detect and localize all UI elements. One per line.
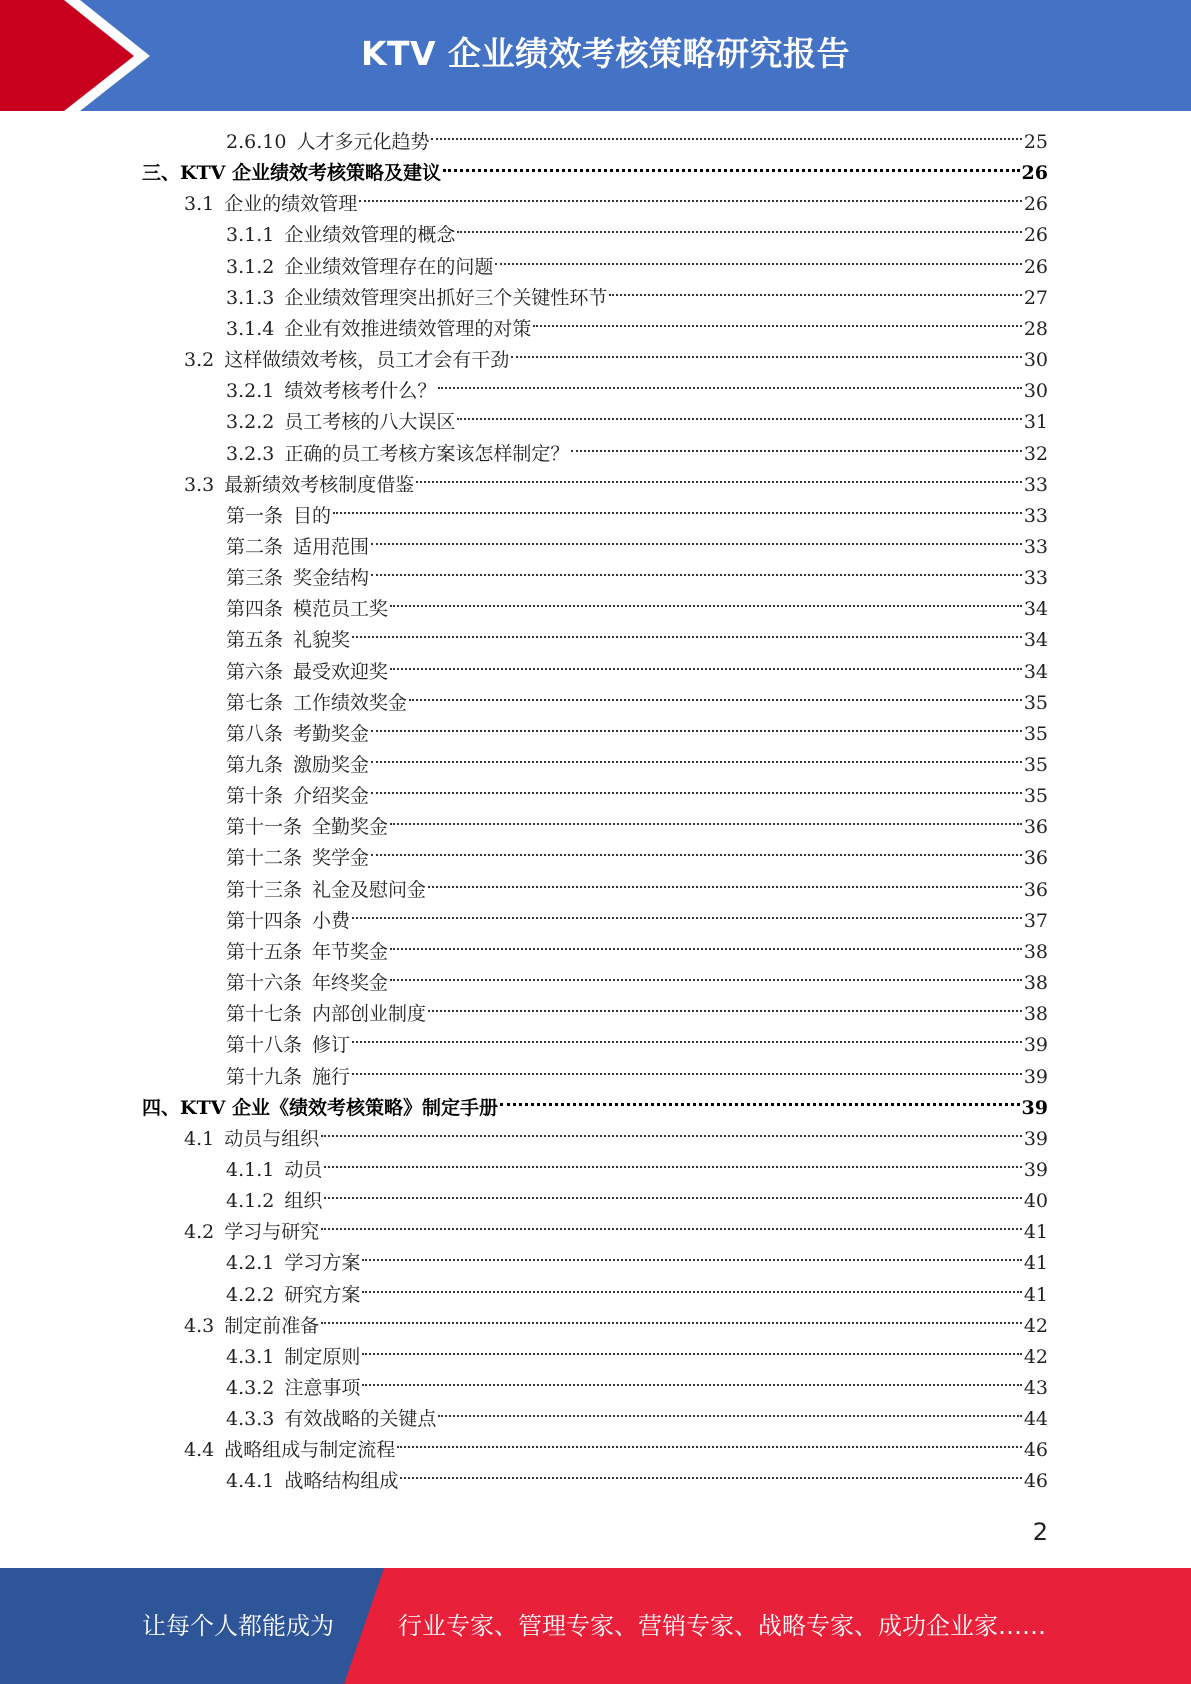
toc-entry-page: 33 <box>1023 473 1048 496</box>
toc-entry-number: 第十四条 <box>226 909 303 932</box>
toc-entry[interactable] <box>226 220 1048 251</box>
toc-entry-number: 4.2 <box>184 1221 215 1244</box>
toc-entry-number: 第八条 <box>226 722 284 745</box>
toc-dot-leader <box>495 262 1021 265</box>
toc-entry-number: 2.6.10 <box>226 131 287 153</box>
toc-dot-leader <box>533 324 1021 327</box>
toc-entry[interactable] <box>226 407 1048 438</box>
toc-entry-page: 25 <box>1023 131 1048 153</box>
toc-entry[interactable] <box>226 968 1048 999</box>
toc-entry[interactable] <box>226 937 1048 968</box>
toc-entry[interactable] <box>226 532 1048 563</box>
toc-entry-title: 最受欢迎奖 <box>293 660 389 683</box>
toc-entry-page: 46 <box>1023 1439 1048 1462</box>
toc-entry-title: 企业的绩效管理 <box>224 193 358 216</box>
toc-dot-leader <box>321 1134 1022 1137</box>
toc-entry-number: 第十五条 <box>226 940 303 963</box>
toc-entry-page: 46 <box>1023 1470 1048 1493</box>
toc-dot-leader <box>428 1009 1022 1012</box>
toc-entry[interactable] <box>226 127 1048 158</box>
toc-entry-page: 38 <box>1023 1003 1048 1026</box>
toc-dot-leader <box>571 449 1021 452</box>
toc-entry-page: 38 <box>1023 940 1048 963</box>
toc-entry-title: 有效战略的关键点 <box>284 1408 437 1431</box>
toc-entry-title: 企业绩效管理的概念 <box>284 224 456 247</box>
toc-entry-title: 正确的员工考核方案该怎样制定？ <box>284 442 570 465</box>
toc-dot-leader <box>390 667 1022 670</box>
document-title: KTV 企业绩效考核策略研究报告 <box>360 34 851 73</box>
toc-dot-leader <box>400 1476 1021 1479</box>
toc-entry[interactable] <box>226 1404 1048 1435</box>
toc-entry-page: 41 <box>1023 1221 1048 1244</box>
toc-dot-leader <box>390 822 1022 825</box>
toc-entry-number: 4.3.3 <box>226 1408 275 1431</box>
toc-dot-leader <box>428 885 1022 888</box>
toc-entry-page: 36 <box>1023 878 1048 901</box>
toc-entry-page: 34 <box>1023 629 1048 652</box>
toc-entry-title: 企业绩效管理存在的问题 <box>284 255 494 278</box>
toc-dot-leader <box>362 1383 1021 1386</box>
toc-entry-page: 42 <box>1023 1345 1048 1368</box>
toc-entry[interactable] <box>226 781 1048 812</box>
toc-entry-number: 第十二条 <box>226 847 303 870</box>
page-footer <box>0 1568 1191 1684</box>
toc-entry-page: 26 <box>1023 255 1048 278</box>
toc-entry-page: 41 <box>1023 1283 1048 1306</box>
toc-dot-leader <box>397 1445 1022 1448</box>
toc-entry-number: 4.1.1 <box>226 1158 275 1181</box>
toc-entry-page: 36 <box>1023 847 1048 870</box>
toc-entry-title: 内部创业制度 <box>312 1003 427 1026</box>
toc-entry-title: 这样做绩效考核，员工才会有干劲 <box>224 349 510 372</box>
toc-entry-title: 动员 <box>284 1158 323 1181</box>
toc-entry-page: 39 <box>1023 1065 1048 1088</box>
toc-entry[interactable] <box>226 1062 1048 1093</box>
page-header <box>0 0 1191 111</box>
toc-dot-leader <box>443 168 1020 172</box>
toc-entry-page: 33 <box>1023 504 1048 527</box>
toc-entry-number: 3.1 <box>184 193 215 216</box>
toc-entry-number: 3.1.3 <box>226 286 275 309</box>
toc-entry-title: 模范员工奖 <box>293 598 389 621</box>
toc-dot-leader <box>352 1072 1022 1075</box>
toc-entry-number: 3.2.3 <box>226 442 275 465</box>
toc-entry[interactable] <box>142 158 1048 189</box>
toc-entry-page: 36 <box>1023 816 1048 839</box>
toc-entry-page: 35 <box>1023 785 1048 808</box>
toc-entry[interactable] <box>226 252 1048 283</box>
toc-entry-title: 学习方案 <box>284 1252 361 1275</box>
toc-entry-title: 学习与研究 <box>224 1221 320 1244</box>
toc-entry-number: 第九条 <box>226 754 284 776</box>
toc-entry-title: 礼貌奖 <box>293 629 351 652</box>
toc-entry[interactable] <box>226 906 1048 937</box>
toc-entry-number: 3.2 <box>184 349 215 372</box>
toc-entry[interactable] <box>142 1093 1048 1124</box>
toc-entry-title: 考勤奖金 <box>293 722 370 745</box>
toc-entry-page: 43 <box>1023 1377 1048 1399</box>
page-number: 2 <box>1032 1518 1048 1546</box>
toc-dot-leader <box>457 417 1021 420</box>
toc-dot-leader <box>371 573 1022 576</box>
toc-entry-number: 第二条 <box>226 535 284 558</box>
toc-entry-page: 33 <box>1023 535 1048 558</box>
toc-entry[interactable] <box>184 189 1048 220</box>
toc-dot-leader <box>352 635 1022 638</box>
toc-entry-number: 第一条 <box>226 504 284 527</box>
toc-entry-number: 3.3 <box>184 473 215 496</box>
toc-entry-page: 26 <box>1023 224 1048 247</box>
toc-dot-leader <box>333 511 1022 514</box>
toc-entry-number: 第六条 <box>226 660 284 683</box>
toc-entry[interactable] <box>226 439 1048 470</box>
footer-slogan-right: 行业专家、管理专家、营销专家、战略专家、成功企业家…… <box>398 1612 1046 1640</box>
toc-entry-page: 40 <box>1023 1190 1048 1213</box>
toc-entry-page: 32 <box>1023 442 1048 465</box>
toc-dot-leader <box>371 729 1022 732</box>
toc-entry-page: 35 <box>1023 691 1048 714</box>
toc-dot-leader <box>416 480 1022 483</box>
toc-entry-title: 动员与组织 <box>224 1127 320 1150</box>
toc-entry[interactable] <box>226 594 1048 625</box>
toc-entry-title: KTV 企业绩效考核策略及建议 <box>180 162 442 185</box>
toc-entry[interactable] <box>184 1311 1048 1342</box>
toc-entry[interactable] <box>184 1217 1048 1248</box>
toc-entry-page: 39 <box>1023 1034 1048 1057</box>
toc-entry[interactable] <box>226 1248 1048 1279</box>
toc-entry-number: 4.2.2 <box>226 1283 275 1306</box>
toc-entry[interactable] <box>226 999 1048 1030</box>
toc-entry-page: 35 <box>1023 754 1048 776</box>
toc-entry-title: 目的 <box>293 504 332 527</box>
toc-entry-title: 企业绩效管理突出抓好三个关键性环节 <box>284 286 608 309</box>
toc-entry-page: 27 <box>1023 286 1048 309</box>
toc-dot-leader <box>352 1040 1022 1043</box>
toc-dot-leader <box>359 199 1022 202</box>
toc-entry-number: 第十六条 <box>226 972 303 995</box>
toc-entry-number: 4.2.1 <box>226 1252 275 1275</box>
toc-entry-title: 介绍奖金 <box>293 785 370 808</box>
toc-dot-leader <box>324 1196 1021 1199</box>
toc-entry-page: 28 <box>1023 317 1048 340</box>
toc-entry[interactable] <box>226 1155 1048 1186</box>
toc-entry-title: 礼金及慰问金 <box>312 878 427 901</box>
toc-entry-page: 38 <box>1023 972 1048 995</box>
toc-entry[interactable] <box>226 843 1048 874</box>
toc-dot-leader <box>511 355 1022 358</box>
toc-dot-leader <box>371 853 1022 856</box>
toc-entry-number: 3.1.4 <box>226 317 275 340</box>
toc-entry[interactable] <box>226 283 1048 314</box>
toc-dot-leader <box>371 791 1022 794</box>
toc-entry-title: 适用范围 <box>293 535 370 558</box>
toc-entry-page: 30 <box>1023 349 1048 372</box>
toc-dot-leader <box>324 1165 1021 1168</box>
toc-entry[interactable] <box>226 719 1048 750</box>
toc-entry-title: 战略组成与制定流程 <box>224 1439 396 1462</box>
toc-entry-number: 四、 <box>142 1096 181 1119</box>
toc-entry-title: 激励奖金 <box>293 754 370 776</box>
toc-entry-number: 第七条 <box>226 691 284 714</box>
toc-entry-title: 员工考核的八大误区 <box>284 411 456 434</box>
toc-entry-number: 第十三条 <box>226 878 303 901</box>
toc-entry-page: 44 <box>1023 1408 1048 1431</box>
toc-entry-number: 3.2.1 <box>226 380 275 403</box>
toc-entry-title: 奖金结构 <box>293 567 370 590</box>
toc-entry-title: 全勤奖金 <box>312 816 389 839</box>
toc-entry-page: 39 <box>1021 1096 1048 1119</box>
toc-entry-title: KTV 企业《绩效考核策略》制定手册 <box>180 1096 499 1119</box>
toc-entry[interactable] <box>226 1373 1048 1404</box>
toc-entry-number: 3.1.1 <box>226 224 275 247</box>
toc-entry-title: 修订 <box>312 1034 351 1057</box>
toc-dot-leader <box>321 1227 1022 1230</box>
toc-entry-page: 39 <box>1023 1127 1048 1150</box>
toc-entry-number: 4.4.1 <box>226 1470 275 1493</box>
toc-entry-title: 战略结构组成 <box>284 1470 399 1493</box>
toc-entry-number: 4.1.2 <box>226 1190 275 1213</box>
toc-entry-title: 最新绩效考核制度借鉴 <box>224 473 415 496</box>
toc-entry[interactable] <box>226 1030 1048 1061</box>
toc-entry-page: 34 <box>1023 660 1048 683</box>
toc-dot-leader <box>390 978 1022 981</box>
toc-entry-page: 30 <box>1023 380 1048 403</box>
toc-entry-number: 第五条 <box>226 629 284 652</box>
toc-entry-page: 26 <box>1023 193 1048 216</box>
toc-entry[interactable] <box>226 501 1048 532</box>
toc-entry-title: 制定前准备 <box>224 1314 320 1337</box>
toc-entry-page: 31 <box>1023 411 1048 434</box>
toc-entry-number: 4.3 <box>184 1314 215 1337</box>
toc-entry-number: 第十条 <box>226 785 284 808</box>
toc-entry-page: 33 <box>1023 567 1048 590</box>
toc-dot-leader <box>438 386 1021 389</box>
toc-entry-number: 第十七条 <box>226 1003 303 1026</box>
toc-entry-number: 4.3.1 <box>226 1345 275 1368</box>
toc-entry[interactable] <box>226 1186 1048 1217</box>
toc-entry-number: 第十九条 <box>226 1065 303 1088</box>
toc-entry-title: 工作绩效奖金 <box>293 691 408 714</box>
toc-entry-page: 34 <box>1023 598 1048 621</box>
toc-entry-title: 研究方案 <box>284 1283 361 1306</box>
toc-entry[interactable] <box>226 875 1048 906</box>
toc-dot-leader <box>371 760 1022 763</box>
toc-entry-title: 施行 <box>312 1065 351 1088</box>
toc-entry[interactable] <box>226 314 1048 345</box>
toc-dot-leader <box>390 604 1022 607</box>
toc-entry-number: 第十一条 <box>226 816 303 839</box>
toc-entry[interactable] <box>226 1342 1048 1373</box>
toc-entry-title: 制定原则 <box>284 1345 361 1368</box>
toc-entry-number: 3.1.2 <box>226 255 275 278</box>
toc-entry[interactable] <box>184 470 1048 501</box>
toc-entry-page: 41 <box>1023 1252 1048 1275</box>
toc-entry-title: 奖学金 <box>312 847 370 870</box>
toc-entry[interactable] <box>226 688 1048 719</box>
toc-entry-number: 4.4 <box>184 1439 215 1462</box>
toc-entry[interactable] <box>226 657 1048 688</box>
toc-entry-number: 4.3.2 <box>226 1377 275 1399</box>
toc-dot-leader <box>457 230 1021 233</box>
toc-entry-title: 绩效考核考什么？ <box>284 380 437 403</box>
toc-entry-number: 三、 <box>142 162 181 185</box>
footer-slogan-left: 让每个人都能成为 <box>142 1612 334 1640</box>
toc-dot-leader <box>371 542 1022 545</box>
toc-dot-leader <box>362 1290 1021 1293</box>
toc-entry-page: 26 <box>1021 162 1048 185</box>
toc-entry-number: 3.2.2 <box>226 411 275 434</box>
toc-dot-leader <box>431 137 1021 140</box>
toc-entry-title: 企业有效推进绩效管理的对策 <box>284 317 532 340</box>
toc-dot-leader <box>390 947 1022 950</box>
toc-entry-title: 注意事项 <box>284 1377 361 1399</box>
toc-dot-leader <box>362 1352 1021 1355</box>
toc-entry[interactable] <box>226 625 1048 656</box>
toc-entry[interactable] <box>226 1466 1048 1497</box>
toc-dot-leader <box>362 1258 1021 1261</box>
toc-entry-number: 4.1 <box>184 1127 215 1150</box>
toc-entry-page: 39 <box>1023 1158 1048 1181</box>
toc-entry-title: 人才多元化趋势 <box>296 131 430 153</box>
toc-entry-page: 35 <box>1023 722 1048 745</box>
toc-entry[interactable] <box>226 563 1048 594</box>
toc-entry-title: 小费 <box>312 909 351 932</box>
toc-entry-title: 年终奖金 <box>312 972 389 995</box>
toc-dot-leader <box>409 698 1022 701</box>
toc-entry-number: 第十八条 <box>226 1034 303 1057</box>
toc-entry[interactable] <box>226 376 1048 407</box>
toc-entry-number: 第三条 <box>226 567 284 590</box>
toc-dot-leader <box>352 916 1022 919</box>
toc-entry[interactable] <box>226 812 1048 843</box>
toc-dot-leader <box>500 1102 1020 1106</box>
toc-entry-page: 37 <box>1023 909 1048 932</box>
toc-entry-title: 组织 <box>284 1190 323 1213</box>
toc-entry[interactable] <box>226 750 1048 781</box>
toc-entry-number: 第四条 <box>226 598 284 621</box>
toc-dot-leader <box>321 1321 1022 1324</box>
toc-entry[interactable] <box>226 1280 1048 1311</box>
toc-entry[interactable] <box>184 1435 1048 1466</box>
toc-entry-title: 年节奖金 <box>312 940 389 963</box>
toc-dot-leader <box>438 1414 1021 1417</box>
toc-entry[interactable] <box>184 1124 1048 1155</box>
toc-entry-page: 42 <box>1023 1314 1048 1337</box>
toc-entry[interactable] <box>184 345 1048 376</box>
toc-dot-leader <box>609 293 1021 296</box>
